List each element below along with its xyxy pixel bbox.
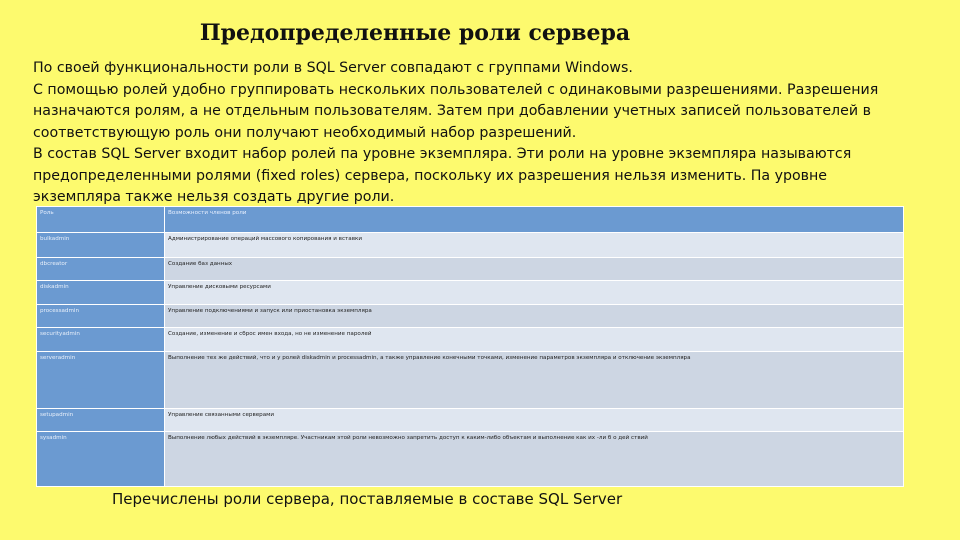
table-header-row: [37, 207, 904, 233]
paragraph-line: В состав SQL Server входит набор ролей па уровне экземпляра. Эти роли на уровне экземпляра называются: [33, 146, 852, 162]
role-description: Управление дисковыми ресурсами: [165, 281, 904, 305]
paragraph-line: назначаются ролям, а не отдельным пользователям. Затем при добавлении учетных записей пользователей в: [33, 103, 871, 119]
body-paragraph: [33, 58, 913, 209]
header-role: Роль: [37, 207, 165, 233]
table-caption: Перечислены роли сервера, поставляемые в составе SQL Server: [112, 490, 623, 508]
table-row: [37, 352, 904, 409]
paragraph-line: По своей функциональности роли в SQL Server совпадают с группами Windows.: [33, 60, 633, 76]
paragraph-line: экземпляра также нельзя создать другие роли.: [33, 189, 395, 205]
role-name: diskadmin: [37, 281, 165, 305]
role-name: sysadmin: [37, 432, 165, 487]
role-description: Создание, изменение и сброс имен входа, но не изменение паролей: [165, 328, 904, 352]
role-name: bulkadmin: [37, 233, 165, 258]
role-name: setupadmin: [37, 409, 165, 432]
table-row: [37, 409, 904, 432]
role-name: processadmin: [37, 305, 165, 328]
table-row: [37, 233, 904, 258]
header-description: Возможности членов роли: [165, 207, 904, 233]
role-description: Управление подключениями и запуск или приостановка экземпляра: [165, 305, 904, 328]
table-row: [37, 328, 904, 352]
role-name: serveradmin: [37, 352, 165, 409]
paragraph-line: соответствующую роль они получают необходимый набор разрешений.: [33, 124, 577, 141]
paragraph-line: предопределенными ролями (fixed roles) сервера, поскольку их разрешения нельзя изменить. Па уровне: [33, 167, 828, 184]
role-description: Выполнение любых действий в экземпляре. Участникам этой роли невозможно запретить доступ к каким-либо объектам и выполнение как их -ли б о дей ствий: [165, 432, 904, 487]
role-description: Выполнение тех же действий, что и у ролей diskadmin и processadmin, а также управление конечными точками, изменение параметров экземпляра и отключение экземпляра: [165, 352, 904, 409]
server-roles-table: [36, 206, 904, 487]
role-description: Управление связанными серверами: [165, 409, 904, 432]
table-row: [37, 305, 904, 328]
slide-title: Предопределенные роли сервера: [199, 20, 631, 46]
role-name: dbcreator: [37, 258, 165, 281]
paragraph-line: С помощью ролей удобно группировать нескольких пользователей с одинаковыми разрешениями. Разрешения: [33, 81, 879, 98]
table-row: [37, 281, 904, 305]
table-row: [37, 258, 904, 281]
role-description: Создание баз данных: [165, 258, 904, 281]
table-row: [37, 432, 904, 487]
role-description: Администрирование операций массового копирования и вставки: [165, 233, 904, 258]
role-name: securityadmin: [37, 328, 165, 352]
